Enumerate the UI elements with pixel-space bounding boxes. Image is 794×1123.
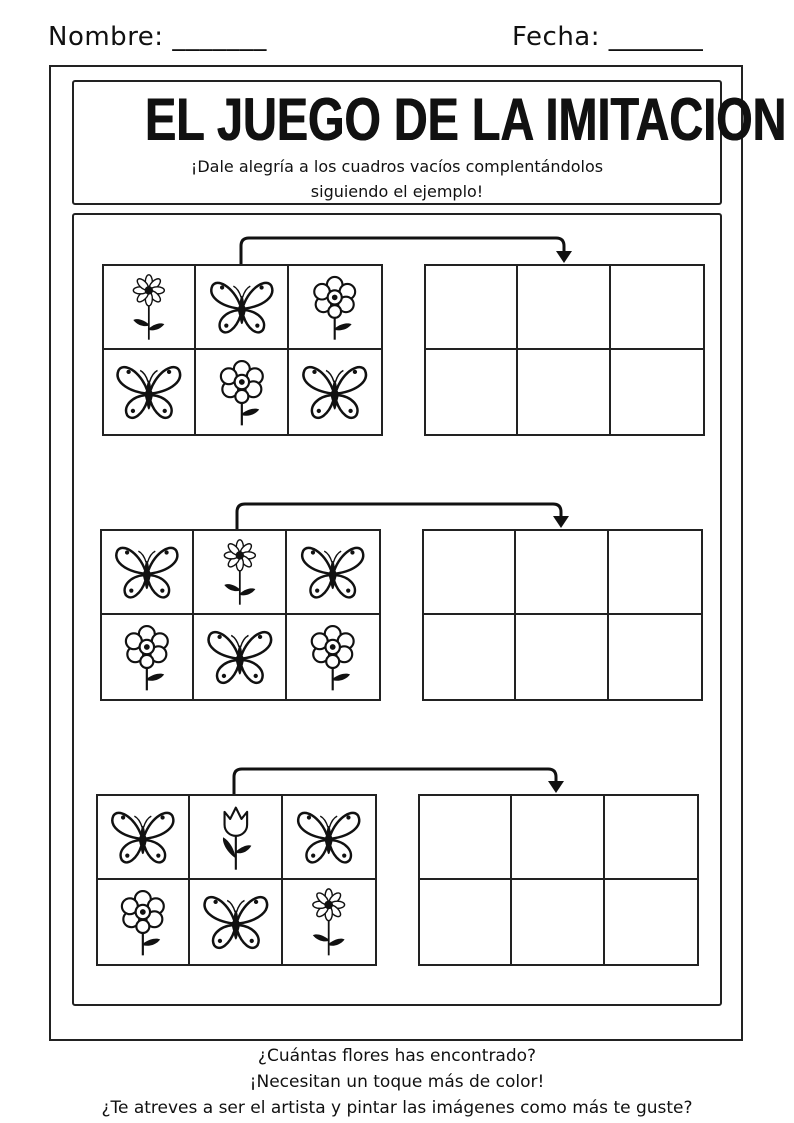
butterfly-icon — [98, 796, 188, 878]
butterfly-icon — [190, 880, 280, 964]
tulip-icon — [190, 796, 280, 878]
example-cell — [98, 880, 190, 964]
footer-line-1: ¿Cuántas flores has encontrado? — [257, 1046, 537, 1066]
subtitle-line-2: siguiendo el ejemplo! — [310, 182, 484, 201]
empty-grid — [418, 794, 699, 966]
date-field-label: Fecha: _______ — [512, 22, 704, 52]
page-title: EL JUEGO DE LA IMITACION — [145, 86, 787, 153]
empty-drawing-cell[interactable] — [605, 796, 697, 880]
footer-line-3: ¿Te atreves a ser el artista y pintar las imágenes como más te guste? — [101, 1098, 693, 1118]
example-cell — [190, 796, 282, 880]
flower-icon — [98, 880, 188, 964]
empty-drawing-cell[interactable] — [420, 796, 512, 880]
name-field-label: Nombre: _______ — [48, 22, 267, 52]
daisy-flower-icon — [283, 880, 375, 964]
example-cell — [98, 796, 190, 880]
example-cell — [283, 880, 375, 964]
empty-drawing-cell[interactable] — [512, 880, 604, 964]
example-cell — [283, 796, 375, 880]
subtitle-line-1: ¡Dale alegría a los cuadros vacíos complentándolos — [190, 157, 604, 176]
empty-drawing-cell[interactable] — [605, 880, 697, 964]
example-cell — [190, 880, 282, 964]
footer-text — [0, 1043, 794, 1121]
example-grid — [96, 794, 377, 966]
butterfly-icon — [283, 796, 375, 878]
empty-drawing-cell[interactable] — [420, 880, 512, 964]
empty-drawing-cell[interactable] — [512, 796, 604, 880]
footer-line-2: ¡Necesitan un toque más de color! — [249, 1072, 545, 1092]
